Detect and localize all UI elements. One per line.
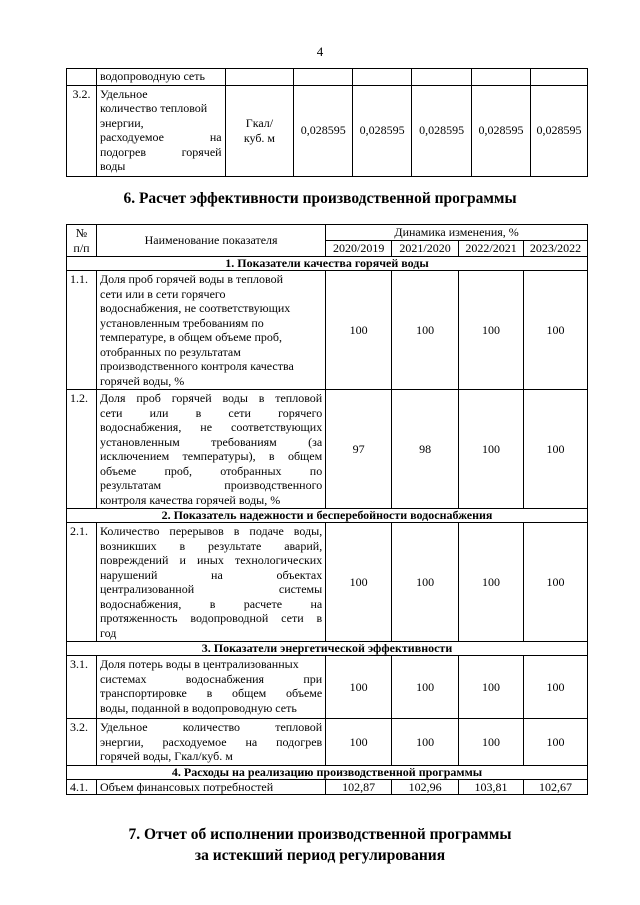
value-cell: 100	[459, 656, 524, 719]
value-cell: 100	[392, 271, 459, 390]
section-heading: 1. Показатели качества горячей воды	[67, 257, 588, 271]
value-cell: 100	[459, 523, 524, 642]
value-cell: 100	[459, 390, 524, 509]
indicator-name: Удельное количество тепловой энергии, расходуемое на подогрев горячей воды	[96, 85, 225, 176]
value-cell: 100	[524, 271, 588, 390]
table-row	[67, 390, 588, 509]
value-cell: 100	[392, 719, 459, 766]
value-cell: 100	[326, 523, 392, 642]
table-row	[67, 719, 588, 766]
column-header-dynamics: Динамика изменения, %	[326, 225, 588, 241]
table-row	[67, 271, 588, 390]
value-cell: 100	[392, 656, 459, 719]
value-cell: 100	[326, 656, 392, 719]
value-cell: 0,028595	[472, 85, 531, 176]
efficiency-table	[66, 224, 588, 795]
column-header-year: 2020/2019	[326, 241, 392, 257]
value-cell: 100	[524, 719, 588, 766]
value-cell: 100	[459, 719, 524, 766]
column-header-year: 2023/2022	[524, 241, 588, 257]
section-heading: 3. Показатели энергетической эффективности	[67, 642, 588, 656]
row-number: 3.1.	[67, 656, 97, 719]
table-header-row	[67, 225, 588, 241]
value-cell: 100	[326, 719, 392, 766]
indicator-name: водопроводную сеть	[96, 69, 225, 86]
table-row	[67, 69, 588, 86]
row-number: 2.1.	[67, 523, 97, 642]
value-cell: 0,028595	[353, 85, 412, 176]
table-row	[67, 85, 588, 176]
value-cell: 100	[459, 271, 524, 390]
value-cell: 100	[524, 523, 588, 642]
row-number: 4.1.	[67, 779, 97, 795]
indicator-name: Доля проб горячей воды в тепловой сети или в сети горячего водоснабжения, не соответствующих установленным требованиям по температуре, в общем объеме проб, отобранных по результатам производственного контроля качества горячей воды, %	[96, 271, 325, 390]
section-6-title: 6. Расчет эффективности производственной программы	[123, 190, 517, 207]
indicator-name: Количество перерывов в подаче воды, возникших в результате аварий, повреждений и иных технологических нарушений на объектах централизованной системы водоснабжения, в расчете на протяженность водопроводной сети в год	[96, 523, 325, 642]
section-row	[67, 642, 588, 656]
column-header-number: № п/п	[67, 225, 97, 257]
row-number: 1.2.	[67, 390, 97, 509]
value-cell: 103,81	[459, 779, 524, 795]
column-header-year: 2021/2020	[392, 241, 459, 257]
section-row	[67, 509, 588, 523]
value-cell: 100	[326, 271, 392, 390]
indicator-name: Доля потерь воды в централизованных системах водоснабжения при транспортировке в общем объеме воды, поданной в водопроводную сеть	[96, 656, 325, 719]
row-number: 3.2.	[67, 719, 97, 766]
column-header-year: 2022/2021	[459, 241, 524, 257]
section-7-title: 7. Отчет об исполнении производственной программы за истекший период регулирования	[128, 826, 512, 864]
value-cell: 0,028595	[412, 85, 472, 176]
column-header-name: Наименование показателя	[96, 225, 325, 257]
value-cell: 100	[524, 656, 588, 719]
value-cell: 102,96	[392, 779, 459, 795]
row-number: 1.1.	[67, 271, 97, 390]
value-cell: 0,028595	[294, 85, 353, 176]
unit-cell: Гкал/ куб. м	[225, 85, 294, 176]
value-cell: 100	[524, 390, 588, 509]
indicator-name: Объем финансовых потребностей	[96, 779, 325, 795]
section-heading: 4. Расходы на реализацию производственной программы	[67, 765, 588, 779]
value-cell: 102,87	[326, 779, 392, 795]
indicator-name: Удельное количество тепловой энергии, расходуемое на подогрев горячей воды, Гкал/куб. м	[96, 719, 325, 766]
row-number: 3.2.	[67, 85, 97, 176]
table-row	[67, 779, 588, 795]
indicator-name: Доля проб горячей воды в тепловой сети или в сети горячего водоснабжения, не соответствующих установленным требованиям (за исключением температуры), в общем объеме проб, отобранных по результатам производственного контроля качества горячей воды, %	[96, 390, 325, 509]
section-row	[67, 257, 588, 271]
table-row	[67, 523, 588, 642]
value-cell: 100	[392, 523, 459, 642]
value-cell: 0,028595	[531, 85, 588, 176]
page-number: 4	[316, 44, 324, 59]
section-row	[67, 765, 588, 779]
value-cell: 97	[326, 390, 392, 509]
section-heading: 2. Показатель надежности и бесперебойности водоснабжения	[67, 509, 588, 523]
value-cell: 102,67	[524, 779, 588, 795]
table-row	[67, 656, 588, 719]
top-continuation-table	[66, 68, 588, 177]
value-cell: 98	[392, 390, 459, 509]
